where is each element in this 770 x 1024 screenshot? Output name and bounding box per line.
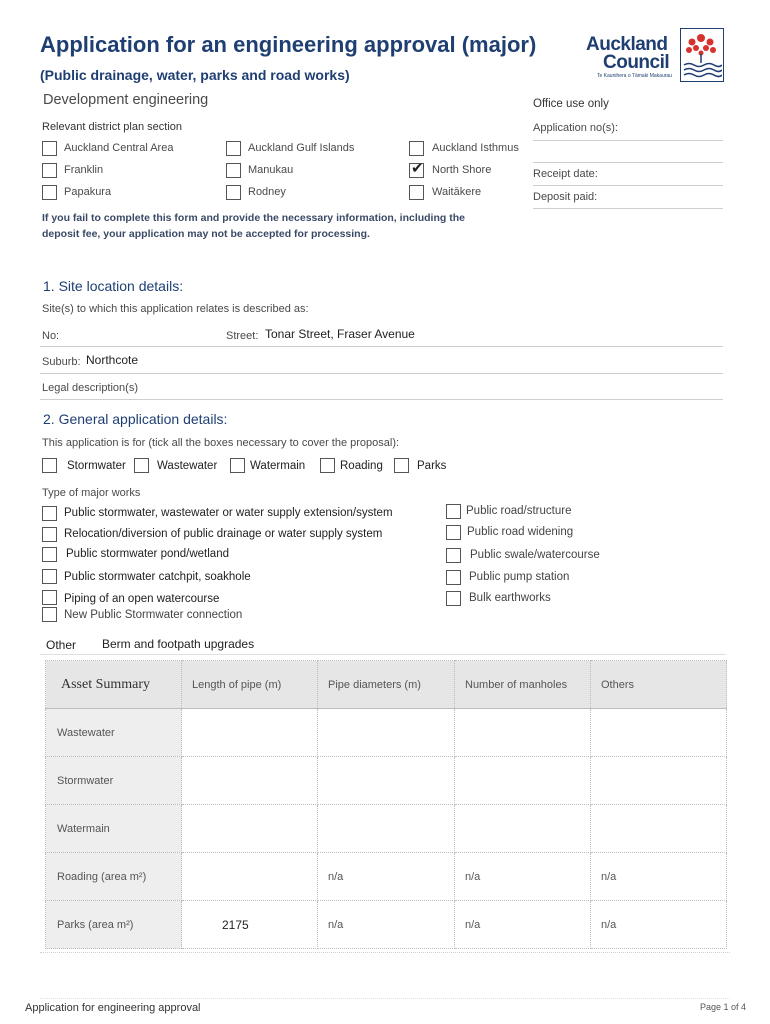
checkbox-franklin[interactable]: [42, 163, 57, 178]
site-suburb-line: [40, 373, 723, 374]
row-label: Roading (area m²): [46, 853, 182, 901]
site-suburb-value[interactable]: Northcote: [86, 353, 139, 367]
logo-word-auckland: Auckland: [586, 34, 668, 55]
other-value[interactable]: Berm and footpath upgrades: [102, 637, 255, 651]
column-header: Length of pipe (m): [182, 661, 318, 709]
checkbox-wastewater[interactable]: [134, 458, 149, 473]
checkbox-works-pond[interactable]: [42, 547, 57, 562]
checkbox-papakura[interactable]: [42, 185, 57, 200]
label-auckland-central-area: Auckland Central Area: [64, 142, 174, 154]
column-header: Others: [591, 661, 727, 709]
table-cell[interactable]: [182, 709, 318, 757]
label-north-shore: North Shore: [432, 164, 492, 176]
site-no-label: No:: [42, 330, 60, 342]
label-papakura: Papakura: [64, 186, 112, 198]
label-watermain: Watermain: [250, 460, 306, 472]
legal-description-label: Legal description(s): [42, 382, 138, 394]
checkbox-works-pump-station[interactable]: [446, 570, 461, 585]
checkbox-auckland-isthmus[interactable]: [409, 141, 424, 156]
application-no-field-2[interactable]: [533, 162, 723, 163]
table-cell[interactable]: [318, 805, 455, 853]
footer-title: Application for engineering approval: [25, 1002, 201, 1014]
checkbox-watermain[interactable]: [230, 458, 245, 473]
checkbox-roading[interactable]: [320, 458, 335, 473]
table-row: [46, 757, 727, 805]
application-no-field[interactable]: [533, 140, 723, 141]
checkbox-auckland-gulf-islands[interactable]: [226, 141, 241, 156]
checkbox-rodney[interactable]: [226, 185, 241, 200]
table-cell[interactable]: 2175: [182, 901, 318, 949]
label-stormwater: Stormwater: [67, 460, 126, 472]
general-intro-text: This application is for (tick all the boxes necessary to cover the proposal):: [42, 437, 400, 449]
checkbox-waitakere[interactable]: [409, 185, 424, 200]
table-cell[interactable]: [455, 757, 591, 805]
table-cell[interactable]: [591, 709, 727, 757]
checkbox-works-road-widening[interactable]: [446, 525, 461, 540]
checkbox-north-shore[interactable]: [409, 160, 424, 178]
site-street-value[interactable]: Tonar Street, Fraser Avenue: [265, 327, 415, 341]
checkbox-works-piping[interactable]: [42, 590, 57, 605]
label-works-catchpit: Public stormwater catchpit, soakhole: [64, 571, 251, 583]
checkbox-parks[interactable]: [394, 458, 409, 473]
application-no-label: Application no(s):: [533, 122, 618, 134]
table-cell[interactable]: [591, 757, 727, 805]
column-header: Pipe diameters (m): [318, 661, 455, 709]
column-header: Number of manholes: [455, 661, 591, 709]
label-works-connection: New Public Stormwater connection: [64, 609, 243, 621]
checkbox-manukau[interactable]: [226, 163, 241, 178]
table-cell[interactable]: n/a: [318, 901, 455, 949]
receipt-date-label: Receipt date:: [533, 168, 598, 180]
legal-description-line[interactable]: [40, 399, 723, 400]
label-works-earthworks: Bulk earthworks: [469, 592, 551, 604]
label-works-pond: Public stormwater pond/wetland: [66, 548, 229, 560]
table-row: [46, 805, 727, 853]
checkbox-auckland-central-area[interactable]: [42, 141, 57, 156]
page-subtitle: (Public drainage, water, parks and road works): [40, 67, 350, 83]
receipt-date-field[interactable]: [533, 185, 723, 186]
table-row: [46, 853, 727, 901]
checkbox-stormwater[interactable]: [42, 458, 57, 473]
table-cell[interactable]: [455, 709, 591, 757]
divider: [40, 998, 730, 999]
table-cell[interactable]: [591, 805, 727, 853]
table-cell[interactable]: n/a: [318, 853, 455, 901]
row-label: Parks (area m²): [46, 901, 182, 949]
label-parks: Parks: [417, 460, 447, 472]
label-auckland-gulf-islands: Auckland Gulf Islands: [248, 142, 355, 154]
label-works-road-structure: Public road/structure: [466, 505, 572, 517]
label-roading: Roading: [340, 460, 383, 472]
label-franklin: Franklin: [64, 164, 104, 176]
site-intro-text: Site(s) to which this application relates is described as:: [42, 303, 309, 315]
site-street-line: [40, 346, 723, 347]
pohutukawa-emblem-icon: [680, 28, 724, 82]
office-use-title: Office use only: [533, 98, 609, 110]
site-suburb-label: Suburb:: [42, 356, 81, 368]
row-label: Watermain: [46, 805, 182, 853]
general-details-heading: 2. General application details:: [43, 411, 228, 427]
table-cell[interactable]: [182, 805, 318, 853]
checkbox-works-catchpit[interactable]: [42, 569, 57, 584]
table-cell[interactable]: [318, 709, 455, 757]
deposit-paid-field[interactable]: [533, 208, 723, 209]
site-street-label: Street:: [226, 330, 259, 342]
label-wastewater: Wastewater: [157, 460, 218, 472]
table-cell[interactable]: [182, 757, 318, 805]
logo-word-council: Council: [603, 52, 670, 73]
row-label: Stormwater: [46, 757, 182, 805]
table-cell[interactable]: [455, 805, 591, 853]
column-header: Asset Summary: [46, 661, 182, 709]
table-row: [46, 709, 727, 757]
page-number: Page 1 of 4: [700, 1002, 747, 1012]
table-cell[interactable]: [318, 757, 455, 805]
table-cell[interactable]: n/a: [591, 901, 727, 949]
label-auckland-isthmus: Auckland Isthmus: [432, 142, 519, 154]
district-plan-label: Relevant district plan section: [42, 121, 183, 133]
site-location-heading: 1. Site location details:: [43, 278, 184, 294]
checkbox-works-earthworks[interactable]: [446, 591, 461, 606]
table-row: [46, 901, 727, 949]
section-label: Development engineering: [43, 92, 209, 108]
table-cell[interactable]: n/a: [455, 853, 591, 901]
checkbox-works-relocation[interactable]: [42, 527, 57, 542]
deposit-paid-label: Deposit paid:: [533, 191, 598, 203]
page-title: Application for an engineering approval (major): [40, 32, 537, 57]
label-works-extension: Public stormwater, wastewater or water supply extension/system: [64, 507, 393, 519]
table-header-row: [46, 661, 727, 709]
table-cell[interactable]: n/a: [591, 853, 727, 901]
divider: [40, 952, 730, 953]
label-works-road-widening: Public road widening: [467, 526, 574, 538]
label-works-swale: Public swale/watercourse: [470, 549, 600, 561]
table-cell[interactable]: n/a: [455, 901, 591, 949]
type-of-works-label: Type of major works: [42, 487, 141, 499]
label-rodney: Rodney: [248, 186, 286, 198]
checkbox-works-extension[interactable]: [42, 506, 57, 521]
warning-text: If you fail to complete this form and provide the necessary information, including the deposit fee, your application may not be accepted for processing.: [42, 212, 465, 240]
label-works-pump-station: Public pump station: [469, 571, 570, 583]
asset-summary-table: [45, 660, 727, 949]
other-line: [40, 654, 726, 655]
label-works-relocation: Relocation/diversion of public drainage or water supply system: [64, 528, 383, 540]
other-label: Other: [46, 638, 77, 652]
checkbox-works-connection[interactable]: [42, 607, 57, 622]
label-manukau: Manukau: [248, 164, 294, 176]
checkmark-icon: ✔: [411, 160, 424, 177]
label-waitakere: Waitākere: [432, 186, 482, 198]
label-works-piping: Piping of an open watercourse: [64, 593, 220, 605]
row-label: Wastewater: [46, 709, 182, 757]
logo-tagline: Te Kaunihera o Tāmaki Makaurau: [597, 73, 672, 79]
checkbox-works-swale[interactable]: [446, 548, 461, 563]
checkbox-works-road-structure[interactable]: [446, 504, 461, 519]
table-cell[interactable]: [182, 853, 318, 901]
